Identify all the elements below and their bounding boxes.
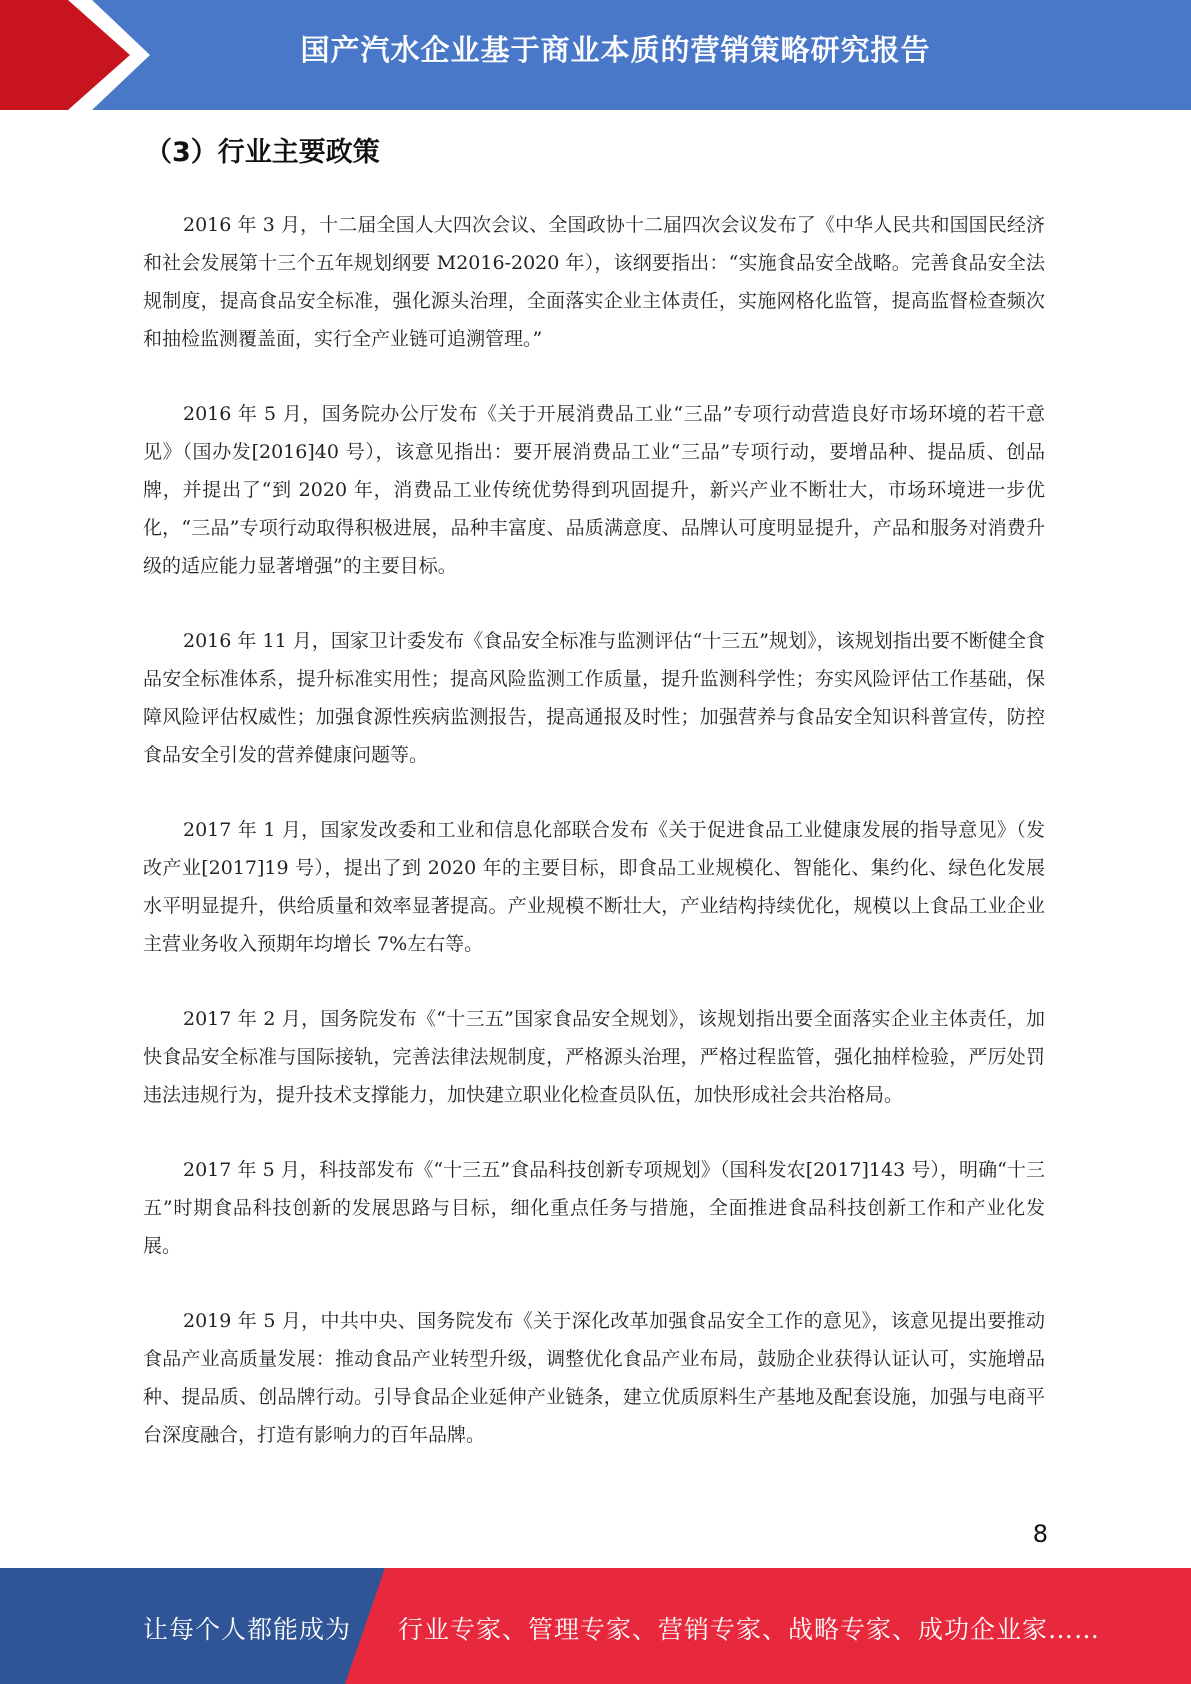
paragraph-2016-may: 2016 年 5 月，国务院办公厅发布《关于开展消费品工业“三品”专项行动营造良好市场环境的若干意见》（国办发[2016]40 号），该意见指出：要开展消费品工业“三品”专项行动，要增品种、提品质、创品牌，并提出了“到 2020 年，消费品工业传统优势得到巩固提升，新兴产业不断壮大，市场环境进一步优化，“三品”专项行动取得积极进展，品种丰富度、品质满意度、品牌认可度明显提升，产品和服务对消费升级的适应能力显著增强”的主要目标。 [143,403,1045,577]
footer-slogan-left: 让每个人都能成为 [143,1615,352,1644]
footer-slogan-right: 行业专家、管理专家、营销专家、战略专家、成功企业家…… [398,1615,1101,1644]
paragraph-2017-january: 2017 年 1 月，国家发改委和工业和信息化部联合发布《关于促进食品工业健康发展的指导意见》（发改产业[2017]19 号），提出了到 2020 年的主要目标，即食品工业规模化、智能化、集约化、绿色化发展水平明显提升，供给质量和效率显著提高。产业规模不断壮大，产业结构持续优化，规模以上食品工业企业主营业务收入预期年均增长 7%左右等。 [143,819,1045,955]
paragraph-2017-february: 2017 年 2 月，国务院发布《“十三五”国家食品安全规划》，该规划指出要全面落实企业主体责任，加快食品安全标准与国际接轨，完善法律法规制度，严格源头治理，严格过程监管，强化抽样检验，严厉处罚违法违规行为，提升技术支撑能力，加快建立职业化检查员队伍，加快形成社会共治格局。 [143,1008,1045,1106]
paragraph-2019-may: 2019 年 5 月，中共中央、国务院发布《关于深化改革加强食品安全工作的意见》，该意见提出要推动食品产业高质量发展：推动食品产业转型升级，调整优化食品产业布局，鼓励企业获得认证认可，实施增品种、提品质、创品牌行动。引导食品企业延伸产业链条，建立优质原料生产基地及配套设施，加强与电商平台深度融合，打造有影响力的百年品牌。 [143,1310,1045,1446]
document-body [143,206,1045,1491]
paragraph-2017-may: 2017 年 5 月，科技部发布《“十三五”食品科技创新专项规划》（国科发农[2017]143 号），明确“十三五”时期食品科技创新的发展思路与目标，细化重点任务与措施，全面推进食品科技创新工作和产业化发展。 [143,1159,1045,1257]
page-number: 8 [1032,1520,1048,1548]
page-header [0,0,1191,110]
paragraph-2016-november: 2016 年 11 月，国家卫计委发布《食品安全标准与监测评估“十三五”规划》，该规划指出要不断健全食品安全标准体系，提升标准实用性；提高风险监测工作质量，提升监测科学性；夯实风险评估工作基础，保障风险评估权威性；加强食源性疾病监测报告，提高通报及时性；加强营养与食品安全知识科普宣传，防控食品安全引发的营养健康问题等。 [143,630,1045,766]
header-title: 国产汽水企业基于商业本质的营销策略研究报告 [300,33,931,67]
paragraph-2016-march: 2016 年 3 月，十二届全国人大四次会议、全国政协十二届四次会议发布了《中华人民共和国国民经济和社会发展第十三个五年规划纲要 M2016-2020 年），该纲要指出：“实施食品安全战略。完善食品安全法规制度，提高食品安全标准，强化源头治理，全面落实企业主体责任，实施网格化监管，提高监督检查频次和抽检监测覆盖面，实行全产业链可追溯管理。” [143,214,1045,350]
section-heading: （3）行业主要政策 [145,137,380,168]
page-footer [0,1568,1191,1684]
